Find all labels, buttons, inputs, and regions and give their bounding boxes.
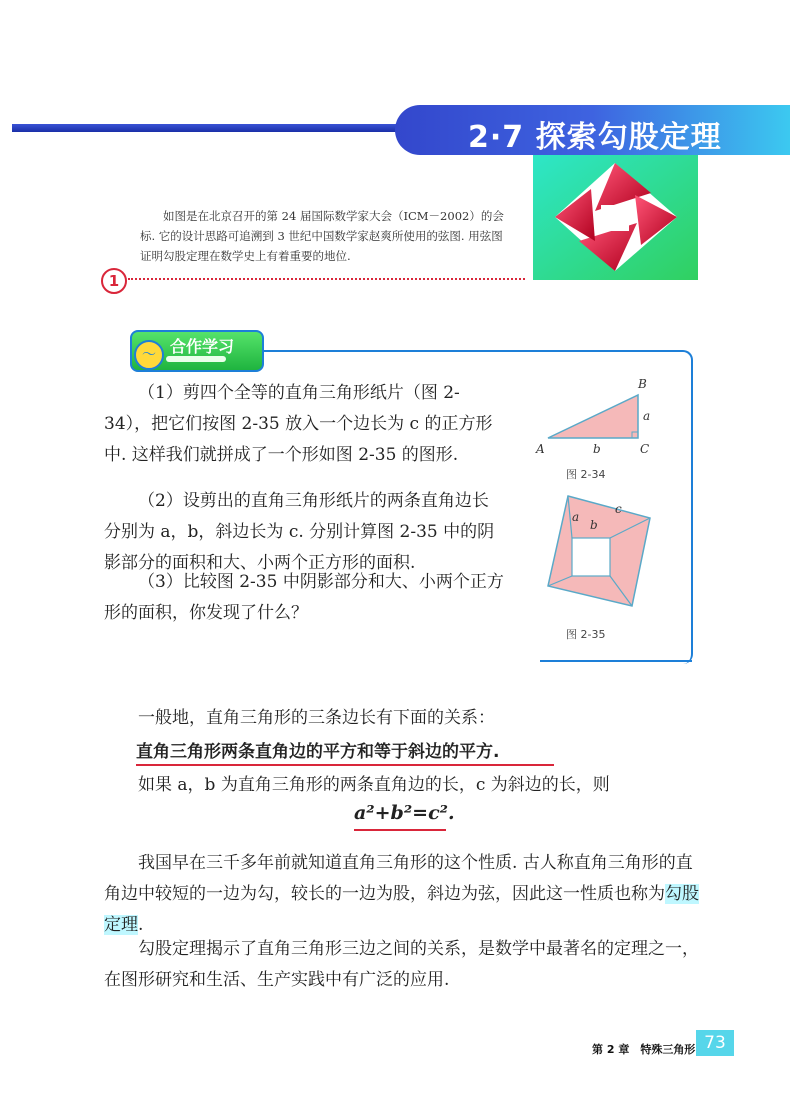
theorem-underline [136,764,554,766]
history-text: 我国早在三千多年前就知道直角三角形的这个性质. 古人称直角三角形的直角边中较短的一边为勾，较长的一边为股，斜边为弦，因此这一性质也称为 [104,853,693,904]
history-text-end: . [138,915,144,935]
fig34-label-b: b [593,442,601,456]
fig34-caption: 图 2-34 [566,468,606,481]
coop-frame-bottom [540,660,692,662]
fig34-label-C: C [640,442,650,456]
fig35-label-b: b [590,518,598,532]
coop-paragraph-2: （2）设剪出的直角三角形纸片的两条直角边长分别为 a，b，斜边长为 c. 分别计算图 2-35 中的阴影部分的面积和大、小两个正方形的面积. [104,491,495,573]
theorem-statement: 直角三角形两条直角边的平方和等于斜边的平方. [136,742,500,762]
body-paragraph-4: 勾股定理揭示了直角三角形三边之间的关系，是数学中最著名的定理之一，在图形研究和生活、生产实践中有广泛的应用. [104,939,699,990]
figure-2-35 [540,490,660,615]
coop-label: 合作学习 [170,337,235,356]
coop-paragraph-3: （3）比较图 2-35 中阴影部分和大、小两个正方形的面积，你发现了什么？ [104,572,504,623]
section-title: 2·7 探索勾股定理 [468,120,722,155]
fig34-label-A: A [536,442,545,456]
title-rule [12,124,412,132]
fig35-caption: 图 2-35 [566,628,606,641]
right-triangle [548,395,638,438]
coop-badge-bar [166,356,226,362]
formula-underline [354,829,446,831]
pythagorean-formula: a²+b²=c². [354,802,455,824]
inner-square [572,538,610,576]
coop-paragraph-1: （1）剪四个全等的直角三角形纸片（图 2-34），把它们按图 2-35 放入一个边长为 c 的正方形中. 这样我们就拼成了一个形如图 2-35 的图形. [104,383,493,465]
fig35-label-c: c [615,502,622,516]
body-paragraph-3 [104,848,700,941]
highlight-term: 勾股定理 [104,884,699,935]
intro-text: 如图是在北京召开的第 24 届国际数学家大会（ICM－2002）的会标. 它的设计思路可追溯到 3 世纪中国数学家赵爽所使用的弦图. 用弦图证明勾股定理在数学史上有着重要的地位. [140,209,504,263]
body-line-2: 如果 a，b 为直角三角形的两条直角边的长，c 为斜边的长，则 [138,775,610,795]
fig35-label-a: a [572,510,580,524]
icm-logo-image [533,155,698,280]
body-line-1: 一般地，直角三角形的三条边长有下面的关系： [138,708,495,728]
section-marker: 1 [101,268,127,294]
chapter-footer: 第 2 章 特殊三角形 [592,1043,696,1056]
coop-badge [130,330,264,372]
page-number: 73 [696,1030,734,1056]
pulse-icon: 〜 [134,340,164,370]
fig34-label-a: a [643,409,651,423]
fig34-label-B: B [638,377,647,391]
dotted-divider [128,278,525,280]
